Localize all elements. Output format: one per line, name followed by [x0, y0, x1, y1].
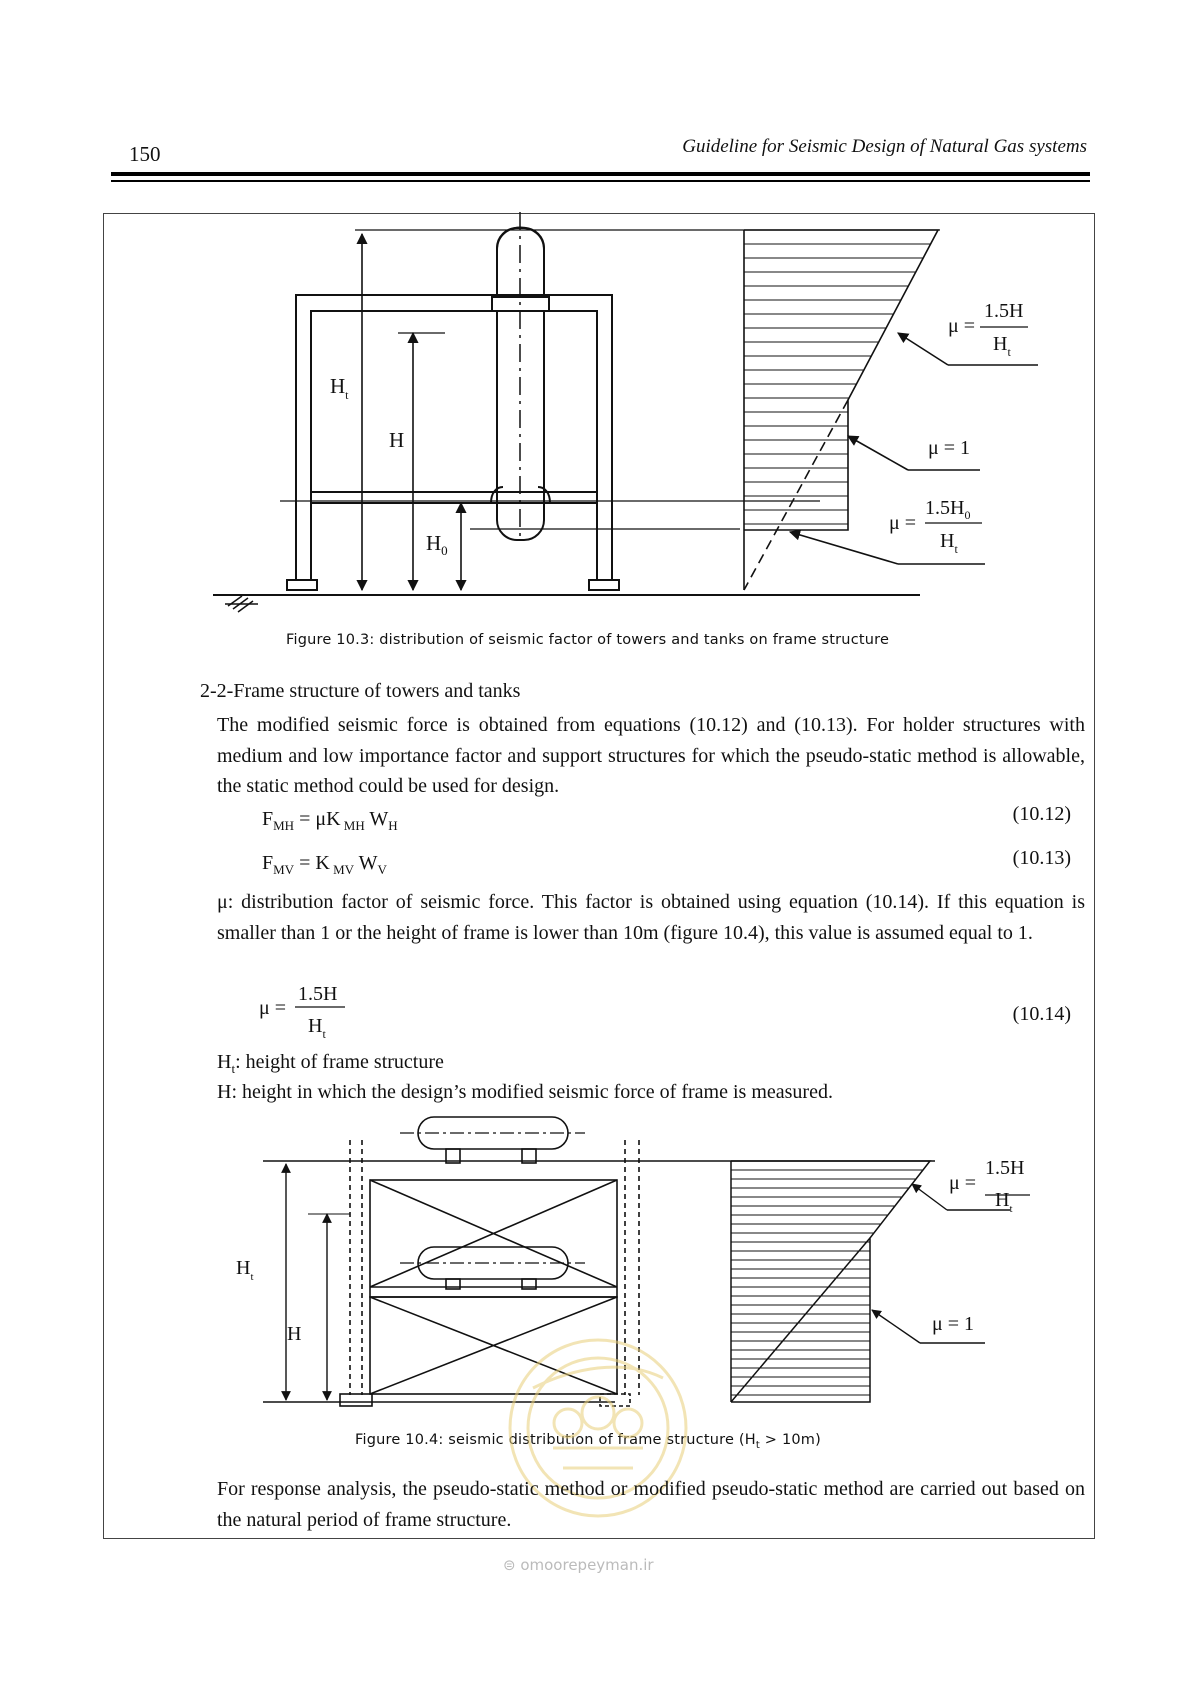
- section-heading: 2-2-Frame structure of towers and tanks: [200, 680, 521, 702]
- figure-10-3-diagram: [0, 0, 1191, 650]
- svg-text:Ht: $H_t$: [308, 1015, 326, 1040]
- equation-number-10-14: (10.14): [1012, 1003, 1071, 1025]
- watermark-url: ⊜ omoorepeyman.ir: [503, 1556, 654, 1574]
- figure-10-3-caption: Figure 10.3: distribution of seismic factor of towers and tanks on frame structure: [286, 632, 890, 648]
- mu-one-fig4: μ = 1: [932, 1313, 975, 1335]
- svg-text:μ =: μ =: [259, 997, 287, 1019]
- equation-10-12: $F_{MH} = \mu K$ $_{MH}$ $W_H$: [262, 808, 398, 833]
- definition-Ht: $H_t$: height of frame structure: [217, 1051, 444, 1076]
- mu-top-den: $H_t$: [993, 333, 1011, 359]
- equation-10-13: $F_{MV} = K$ $_{MV}$ $W_V$: [262, 852, 387, 877]
- label-H: H: [389, 428, 405, 452]
- mu-top-num: 1.5H: [984, 300, 1024, 322]
- equation-number-10-12: (10.12): [1012, 803, 1071, 825]
- mu-one-fig3: μ = 1: [928, 437, 971, 459]
- mu-top-lhs-fig4: μ =: [949, 1172, 977, 1194]
- mu-top-lhs: μ =: [948, 315, 976, 337]
- mu-bottom-num: $1.5H_0$: [925, 497, 971, 522]
- label-H-fig4: H: [287, 1323, 302, 1345]
- running-title: Guideline for Seismic Design of Natural Gas systems: [682, 136, 1087, 157]
- paragraph-2: μ: distribution factor of seismic force. This factor is obtained using equation (10.14). If this equation is smaller than 1 or the height of frame is lower than 10m (figure 10.4), this value is assumed equal to 1.: [217, 891, 1085, 944]
- label-H0: $H_0$: [426, 531, 448, 558]
- label-Ht-fig4: $H_t$: [236, 1257, 254, 1283]
- paragraph-3: For response analysis, the pseudo-static method or modified pseudo-static method are carried out based on the natural period of frame structure.: [217, 1478, 1085, 1531]
- mu-top-num-fig4: 1.5H: [985, 1157, 1025, 1179]
- equation-number-10-13: (10.13): [1012, 847, 1071, 869]
- definition-H: H: height in which the design’s modified seismic force of frame is measured.: [217, 1081, 833, 1103]
- svg-text:1.5H: 1.5H: [298, 983, 338, 1005]
- mu-top-den-fig4: $H_t$: [995, 1189, 1013, 1215]
- equation-10-14: [255, 980, 365, 1040]
- paragraph-1: The modified seismic force is obtained from equations (10.12) and (10.13). For holder structures with medium and low importance factor and support structures for which the pseudo-static method is allowable, the static method could be used for design.: [217, 714, 1085, 797]
- figure-10-4-caption: Figure 10.4: seismic distribution of frame structure $(H_t > 10m)$: [355, 1432, 821, 1451]
- label-Ht: $H_t$: [330, 374, 349, 402]
- mu-bottom-lhs: μ =: [889, 512, 917, 534]
- page-number: 150: [129, 142, 161, 166]
- mu-bottom-den: $H_t$: [940, 530, 958, 556]
